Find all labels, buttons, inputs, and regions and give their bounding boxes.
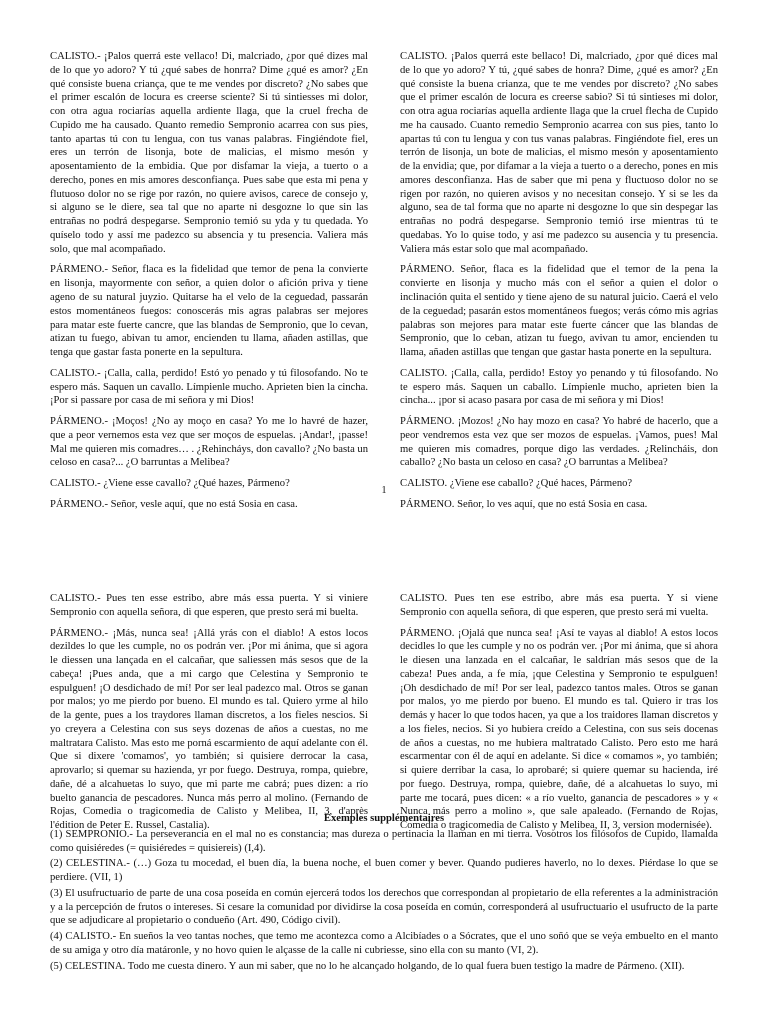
page-number: 1 — [381, 485, 387, 496]
paragraph: CALISTO.- ¡Calla, calla, perdido! Estó yo penado y tú filosofando. No te espero más. Saquen un cavallo. Límpienle mucho. Aprieten bien la cincha. ¡Por si passare por casa de mi señora y mi Dios! — [50, 367, 368, 407]
paragraph: CALISTO. ¡Palos querrá este bellaco! Di, malcriado, ¿por qué dices mal de lo que yo adoro? Y tú, ¿qué sabes de honra? Dime, ¿qué es amor? ¿En qué consiste la buena crianza, que te me vendes por discreto? ¿No sabes que el primer escalón de locura es creerse sabio? Si tú sintieses mi dolor, con otra agua rociarías aquella ardiente llaga que la cruel flecha de Cupido me ha causado. Cuanto remedio Sempronio acarrea con sus pies, tanto lo apartas tú con tu lengua y con tus vanas palabras. Fingiéndote fiel, eres un terrón de lisonja, un bote de malicias, el mismo mesón y aposentamiento de la envidia; que, por difamar a la vieja a tuerto o a derecho, pones en mis amores desconfianza. Has de saber que mi pena y fluctuoso dolor no se rigen por razón, no quieren avisos y no necesitan consejo. Y si se les da alguno, sea de tal forma que no aparte ni desgozne lo que sin despegar las entrañas no podrá despegarse. Sempronio temió irse mientras tú te quedabas. Yo lo quise todo, y así me padezco su ausencia y tu presencia. Valiera más estar solo que mal acompañado. — [400, 51, 718, 255]
two-column-text — [50, 50, 718, 512]
example-item: (1) SEMPRONIO.- La perseverancia en el mal no es constancia; mas dureza o pertinacia la llaman en mi tierra. Vosotros los filósofos de Cupido, llamalda como quisiéredes (= quisiéredes = quisiereis) (I,4). — [50, 828, 718, 854]
example-item: (5) CELESTINA. Todo me cuesta dinero. Y aun mi saber, que no lo he alcançado holgando, de lo qual fuera buen testigo la madre de Pármeno. (XII). — [50, 960, 685, 972]
section-title: Exemples supplémentaires — [323, 813, 445, 824]
paragraph: PÁRMENO. ¡Ojalá que nunca sea! ¡Así te vayas al diablo! A estos locos decidles lo que les cumple y no os podrán ver. ¡Por mi ánima, que si ahora le diesen una lanzada en el calcañar, le saldrían más sesos que de la cabeza! Pues anda, a fe mía, ¡que Celestina y Sempronio te espulguen! ¡Oh desdichado de mí! Por ser leal, padezco tantos males. Otros se ganan por malos, yo me pierdo por bueno. El mundo es tal. Quiero ir tras los demás y hacer lo que todos hacen, ya que a los traidores llaman discretos y a los fieles, necios. Si yo hubiera creído a Celestina, con sus seis docenas de años a cuestas, no me hubiera maltratado Calisto. Pero esto me hará escarmentar con él de aquí en adelante. Si dice « comamos », yo también; si quiere derribar la casa, lo aprobaré; si quiere quemar su hacienda, iré por fuego. Destruya, rompa, quiebre, dañe, dé a alcahuetas lo suyo, mi parte me tocará, pues dicen: « a río vuelto, ganancia de pescadores » y « Nunca más perro a molino », que sale apaleado. (Fernando de Rojas, Comedia o tragicomedia de Calisto y Melibea, II, 3, version modernisée). — [400, 627, 718, 832]
paragraph: CALISTO. Pues ten ese estribo, abre más esa puerta. Y si viene Sempronio con aquella señora, di que esperen, que presto será mi vuelta. — [400, 593, 718, 618]
paragraph: CALISTO. ¿Viene ese caballo? ¿Qué haces, Pármeno? — [400, 478, 633, 490]
paragraph: PÁRMENO.- Señor, flaca es la fidelidad que temor de pena la convierte en lisonja, mayormente con señor, a quien dolor o afición priva y tiene ageno de su natural juyzio. Quitarse ha el velo de la ceguedad, passarán estos momentáneos fuegos: conoscerás mis agras palabras ser mejores para matar este fuerte cancre, que las blandas de Sempronio, que lo cevan, atizan tu fuego, abivan tu amor, encienden tu llama, añaden astillas, que tenga que gastar fasta ponerte en la sepultura. — [50, 264, 368, 359]
original-text-column — [50, 50, 368, 512]
example-item: (2) CELESTINA.- (…) Goza tu mocedad, el buen día, la buena noche, el buen comer y bever. Quando pudieres haverlo, no lo dexes. Piérdase lo que se perdiere. (VII, 1) — [50, 858, 718, 884]
paragraph: CALISTO. ¡Calla, calla, perdido! Estoy yo penando y tú filosofando. No te espero más. Saquen un caballo. Límpienle mucho, aprieten bien la cincha... ¡por si acaso pasara por casa de mi señora y mi Dios! — [400, 367, 718, 407]
paragraph: PÁRMENO.- ¡Moços! ¿No ay moço en casa? Yo me lo havré de hazer, que a peor vernemos esta vez que ser moços de espuelas. ¡Andar!, ¡passe! Mal me quieren mis comadres… . ¿Rehincháys, don cavallo? ¿No basta un celoso en casa?... ¿O barruntas a Melibea? — [50, 416, 369, 469]
paragraph: CALISTO.- ¡Palos querrá este vellaco! Di, malcriado, ¿por qué dizes mal de lo que yo adoro? Y tú ¿qué sabes de honrra? Dime ¿qué es amor? ¿En qué consiste buena criança, que te me vendes por discreto? ¿No sabes que el primer escalón de locura es creerse sciente? Si tú sintiesses mi dolor, con otra agua rociarías aquella ardiente llaga, que la cruel frecha de Cupido me ha causado. Quanto remedio Sempronio acarrea con sus pies, tanto apartas tú con tu lengua, con tus vanas palabras. Fingiéndote fiel, eres un terrón de lisonja, bote de malicias, el mismo mesón y aposentamiento de la embidia. Que por disfamar la vieja, a tuerto o a derecho, pones en mis amores desconfiança. Pues sabe que esta mi pena y flutuoso dolor no se rige por razón, no quiere avisos, carece de consejo y, si alguno se le diere, sea tal que no aparte ni desgozne lo que sin las entrañas no podrá despegarse. Sempronio temió su yda y tu quedada. Yo quíselo todo y assí me padezco su absencia y tu presencia. Valiera más solo, que mal acompañado. — [50, 51, 368, 255]
two-column-text — [50, 592, 718, 840]
paragraph: PÁRMENO. Señor, flaca es la fidelidad que el temor de la pena la convierte en lisonja y mucho más con el señor a quien el dolor o inclinación quita el sentido y tiene ajeno de su natural juicio. Caerá el velo de la ceguedad; pasarán estos momentáneos fuegos; verás cómo mis agrias palabras son mejores para matar este fuerte cáncer que las blandas de Sempronio, que lo ceban, atizan tu fuego, avivan tu amor, encienden tu llama, añaden astillas que tengan que gastar hasta ponerte en la sepultura. — [400, 264, 718, 359]
original-text-column — [50, 592, 368, 840]
paragraph: CALISTO.- ¿Viene esse cavallo? ¿Qué hazes, Pármeno? — [50, 478, 290, 490]
paragraph: PÁRMENO.- Señor, vesle aquí, que no está Sosia en casa. — [50, 498, 298, 510]
paragraph: PÁRMENO.- ¡Más, nunca sea! ¡Allá yrás con el diablo! A estos locos dezildes lo que les cumple, no os podrán ver. ¡Por mi ánima, que si agora le diessen una lançada en el calcañar, que saliessen más sesos que de la cabeça! ¡Pues anda, que a mi cargo que Celestina y Sempronio te espulguen! ¡O desdichado de mí! Por ser leal padezco mal. Otros se ganan por malos; yo me pierdo por bueno. El mundo es tal. Quiero yrme al hilo de la gente, pues a los traydores llaman discretos, a los fieles nescios. Si yo creyera a Celestina con sus seys dozenas de años a cuestas, no me maltratara Calisto. Mas esto me porná escarmiento de aquí adelante con él. Que si dixere 'comamos', yo también; si quisiere derrocar la casa, aprovarlo; si quemar su hazienda, yr por fuego. Destruya, rompa, quiebre, dañe, dé a alcahuetas lo suyo, que mi parte me cabrá; pues dizen: a río buelto ganancia de pescadores. Nunca más perro al molino. (Fernando de Rojas, Comedia o tragicomedia de Calisto y Melibea, II, 3, d'après l'édition de Peter E. Russel, Castalia). — [50, 627, 368, 832]
example-item: (4) CALISTO.- En sueños la veo tantas noches, que temo me acontezca como a Alcibíades o a Sócrates, que el uno soñó que se veýa embuelto en el manto de su amiga y otro día matáronle, y no hovo quien le alçasse de la calle ni cubriesse, sino ella con su manto (VI, 2). — [50, 931, 718, 956]
modern-text-column — [400, 50, 718, 512]
paragraph: PÁRMENO. ¡Mozos! ¿No hay mozo en casa? Yo habré de hacerlo, que a peor vendremos esta vez que ser mozos de espuelas. ¡Vamos, pues! Mal me quieren mis comadres, porque digo las verdades. ¿Relincháis, don caballo? ¿No basta un celoso en casa? ¿O barruntas a Melibea? — [400, 416, 718, 469]
page-2 — [0, 560, 768, 1024]
paragraph: PÁRMENO. Señor, lo ves aquí, que no está Sosia en casa. — [400, 498, 648, 510]
supplementary-examples — [50, 812, 718, 975]
example-item: (3) El usufructuario de parte de una cosa poseída en común ejercerá todos los derechos que correspondan al propietario de ella referentes a la administración y a la percepción de frutos o intereses. Si cesare la comunidad por dividirse la cosa poseída en común, corresponderá al usufructuario el usufructo de la parte que se adjudicare al propietario o condueño (Art. 490, Código civil). — [50, 887, 718, 927]
modern-text-column — [400, 592, 718, 840]
paragraph: CALISTO.- Pues ten esse estribo, abre más essa puerta. Y si viniere Sempronio con aquella señora, di que esperen, que presto será mi buelta. — [50, 593, 368, 618]
